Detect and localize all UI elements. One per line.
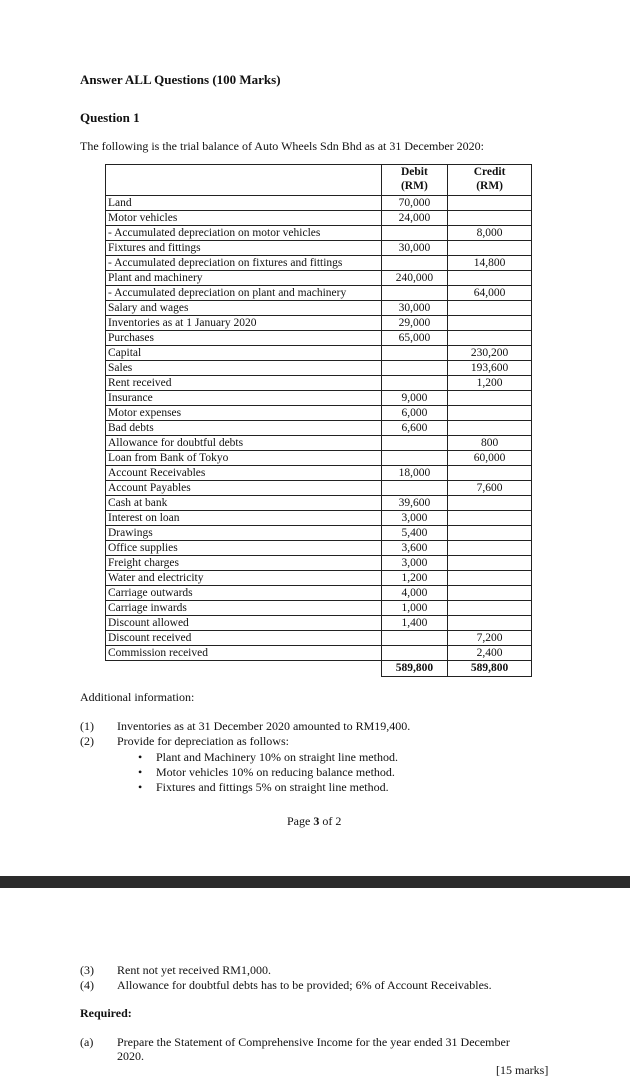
- table-header-row: [106, 165, 532, 196]
- row-credit: [448, 316, 532, 331]
- row-debit: 5,400: [381, 526, 448, 541]
- total-blank-cell: [106, 661, 382, 677]
- debit-header-unit: (RM): [400, 180, 428, 192]
- row-credit: 230,200: [448, 346, 532, 361]
- row-label: Discount received: [106, 631, 382, 646]
- item-text: Provide for depreciation as follows:: [117, 734, 289, 748]
- row-debit: [381, 376, 448, 391]
- table-row: [106, 361, 532, 376]
- row-label: - Accumulated depreciation on fixtures and fittings: [106, 256, 382, 271]
- header-credit-cell: [448, 165, 532, 196]
- total-credit: 589,800: [448, 661, 532, 677]
- table-row: [106, 571, 532, 586]
- table-row: [106, 556, 532, 571]
- table-row: [106, 256, 532, 271]
- row-label: Motor vehicles: [106, 211, 382, 226]
- row-credit: [448, 541, 532, 556]
- table-row: [106, 211, 532, 226]
- table-row: [106, 451, 532, 466]
- row-debit: 1,000: [381, 601, 448, 616]
- table-row: [106, 421, 532, 436]
- part-a-number: (a): [80, 1035, 94, 1049]
- debit-header-label: Debit: [400, 166, 428, 178]
- row-credit: 64,000: [448, 286, 532, 301]
- page-footer: [287, 814, 341, 829]
- row-credit: [448, 526, 532, 541]
- total-debit: 589,800: [381, 661, 448, 677]
- row-credit: [448, 511, 532, 526]
- row-label: - Accumulated depreciation on plant and machinery: [106, 286, 382, 301]
- row-credit: [448, 571, 532, 586]
- item-number: (1): [80, 719, 94, 733]
- table-row: [106, 226, 532, 241]
- row-label: Cash at bank: [106, 496, 382, 511]
- row-debit: [381, 631, 448, 646]
- table-row: [106, 271, 532, 286]
- table-row: [106, 511, 532, 526]
- part-a-text-line1: Prepare the Statement of Comprehensive Income for the year ended 31 December: [117, 1035, 510, 1049]
- row-debit: 3,000: [381, 556, 448, 571]
- item-number: (2): [80, 734, 94, 748]
- row-debit: 29,000: [381, 316, 448, 331]
- row-label: Carriage inwards: [106, 601, 382, 616]
- row-credit: [448, 421, 532, 436]
- table-row: [106, 526, 532, 541]
- row-debit: [381, 436, 448, 451]
- row-credit: 7,200: [448, 631, 532, 646]
- row-credit: [448, 496, 532, 511]
- row-label: Account Receivables: [106, 466, 382, 481]
- row-label: Drawings: [106, 526, 382, 541]
- depreciation-bullets: [136, 750, 398, 795]
- table-row: [106, 316, 532, 331]
- row-credit: 193,600: [448, 361, 532, 376]
- row-label: Freight charges: [106, 556, 382, 571]
- row-debit: [381, 361, 448, 376]
- row-debit: 9,000: [381, 391, 448, 406]
- row-label: Water and electricity: [106, 571, 382, 586]
- row-label: Sales: [106, 361, 382, 376]
- row-label: Loan from Bank of Tokyo: [106, 451, 382, 466]
- row-debit: [381, 226, 448, 241]
- row-credit: 800: [448, 436, 532, 451]
- table-row: [106, 631, 532, 646]
- row-debit: 6,000: [381, 406, 448, 421]
- row-label: Allowance for doubtful debts: [106, 436, 382, 451]
- row-credit: 2,400: [448, 646, 532, 661]
- row-credit: [448, 271, 532, 286]
- row-debit: [381, 256, 448, 271]
- table-row: [106, 436, 532, 451]
- table-row: [106, 541, 532, 556]
- row-label: Interest on loan: [106, 511, 382, 526]
- table-row: [106, 616, 532, 631]
- bullet-item: • Plant and Machinery 10% on straight line method.: [136, 750, 398, 765]
- row-credit: 7,600: [448, 481, 532, 496]
- table-row: [106, 601, 532, 616]
- row-label: Inventories as at 1 January 2020: [106, 316, 382, 331]
- row-credit: [448, 241, 532, 256]
- table-row: [106, 646, 532, 661]
- row-credit: [448, 406, 532, 421]
- row-label: Land: [106, 196, 382, 211]
- row-credit: [448, 601, 532, 616]
- row-debit: 1,200: [381, 571, 448, 586]
- row-credit: [448, 211, 532, 226]
- row-credit: [448, 616, 532, 631]
- row-label: Carriage outwards: [106, 586, 382, 601]
- row-debit: 65,000: [381, 331, 448, 346]
- trial-balance-table: [105, 164, 532, 677]
- item-number: (4): [80, 978, 94, 992]
- row-credit: 8,000: [448, 226, 532, 241]
- row-debit: [381, 286, 448, 301]
- row-label: Commission received: [106, 646, 382, 661]
- row-credit: [448, 586, 532, 601]
- row-label: Bad debts: [106, 421, 382, 436]
- table-row: [106, 481, 532, 496]
- table-row: [106, 196, 532, 211]
- section-heading: Answer ALL Questions (100 Marks): [80, 72, 281, 87]
- row-credit: [448, 556, 532, 571]
- row-debit: 4,000: [381, 586, 448, 601]
- row-credit: 60,000: [448, 451, 532, 466]
- additional-info-title: Additional information:: [80, 690, 195, 704]
- row-credit: [448, 391, 532, 406]
- bullet-item: • Fixtures and fittings 5% on straight line method.: [136, 780, 398, 795]
- row-credit: 1,200: [448, 376, 532, 391]
- row-credit: [448, 331, 532, 346]
- row-debit: 3,600: [381, 541, 448, 556]
- table-row: [106, 376, 532, 391]
- table-row: [106, 286, 532, 301]
- table-row: [106, 331, 532, 346]
- table-row: [106, 241, 532, 256]
- row-label: - Accumulated depreciation on motor vehicles: [106, 226, 382, 241]
- row-label: Fixtures and fittings: [106, 241, 382, 256]
- row-label: Salary and wages: [106, 301, 382, 316]
- row-debit: [381, 481, 448, 496]
- header-description-cell: [106, 165, 382, 196]
- row-label: Motor expenses: [106, 406, 382, 421]
- required-label: Required:: [80, 1006, 132, 1020]
- row-debit: 30,000: [381, 241, 448, 256]
- row-debit: 240,000: [381, 271, 448, 286]
- row-debit: 70,000: [381, 196, 448, 211]
- table-row: [106, 496, 532, 511]
- row-debit: [381, 346, 448, 361]
- item-text: Rent not yet received RM1,000.: [117, 963, 271, 977]
- table-row: [106, 301, 532, 316]
- question-title: Question 1: [80, 110, 140, 125]
- footer-prefix: Page: [287, 814, 314, 828]
- table-row: [106, 391, 532, 406]
- table-row: [106, 586, 532, 601]
- credit-header-unit: (RM): [476, 180, 504, 192]
- row-credit: [448, 466, 532, 481]
- row-credit: [448, 301, 532, 316]
- table-row: [106, 346, 532, 361]
- footer-page-number: 3: [313, 814, 320, 828]
- row-label: Purchases: [106, 331, 382, 346]
- row-label: Plant and machinery: [106, 271, 382, 286]
- row-debit: [381, 646, 448, 661]
- part-a-text-line2: 2020.: [117, 1049, 144, 1063]
- exam-page-2: [0, 888, 630, 1080]
- item-number: (3): [80, 963, 94, 977]
- table-row: [106, 466, 532, 481]
- table-row: [106, 406, 532, 421]
- footer-suffix: of 2: [319, 814, 342, 828]
- row-debit: 18,000: [381, 466, 448, 481]
- row-label: Capital: [106, 346, 382, 361]
- header-debit-cell: [381, 165, 448, 196]
- row-label: Office supplies: [106, 541, 382, 556]
- row-debit: 30,000: [381, 301, 448, 316]
- row-credit: 14,800: [448, 256, 532, 271]
- credit-header-label: Credit: [473, 166, 506, 178]
- row-debit: 1,400: [381, 616, 448, 631]
- item-text: Inventories as at 31 December 2020 amounted to RM19,400.: [117, 719, 411, 733]
- marks-label: [15 marks]: [496, 1063, 549, 1077]
- row-debit: 39,600: [381, 496, 448, 511]
- row-credit: [448, 196, 532, 211]
- row-label: Discount allowed: [106, 616, 382, 631]
- row-label: Insurance: [106, 391, 382, 406]
- bullet-item: • Motor vehicles 10% on reducing balance method.: [136, 765, 398, 780]
- row-debit: [381, 451, 448, 466]
- row-label: Rent received: [106, 376, 382, 391]
- row-debit: 3,000: [381, 511, 448, 526]
- row-label: Account Payables: [106, 481, 382, 496]
- row-debit: 6,600: [381, 421, 448, 436]
- item-text: Allowance for doubtful debts has to be provided; 6% of Account Receivables.: [117, 978, 492, 992]
- row-debit: 24,000: [381, 211, 448, 226]
- question-intro: The following is the trial balance of Auto Wheels Sdn Bhd as at 31 December 2020:: [80, 139, 485, 153]
- table-total-row: [106, 661, 532, 677]
